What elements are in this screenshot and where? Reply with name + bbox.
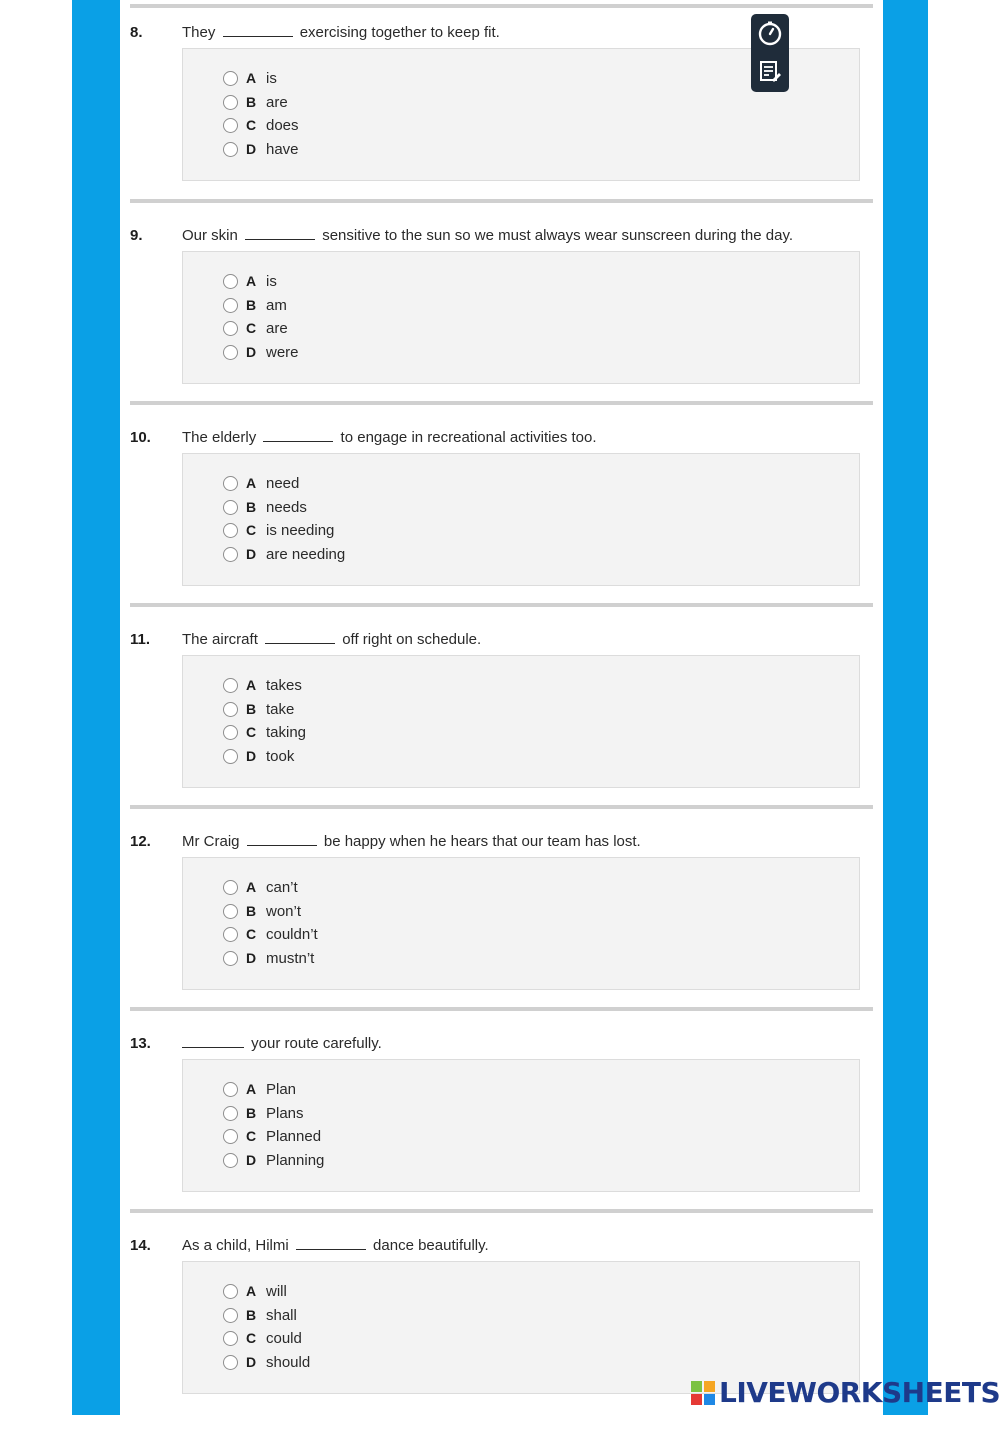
- options-box: [182, 1059, 860, 1192]
- radio-button[interactable]: [223, 1355, 238, 1370]
- option-b[interactable]: [223, 295, 287, 315]
- option-d[interactable]: [223, 139, 299, 159]
- left-border-stripe: [72, 0, 120, 1415]
- question-stem: [182, 1237, 489, 1254]
- option-letter: D: [246, 1354, 257, 1370]
- option-letter: C: [246, 926, 257, 942]
- option-text: should: [266, 1353, 311, 1371]
- divider: [130, 1209, 873, 1213]
- notes-button[interactable]: [755, 56, 785, 86]
- question-stem: [182, 631, 481, 648]
- option-letter: B: [246, 1105, 257, 1121]
- radio-button[interactable]: [223, 927, 238, 942]
- radio-button[interactable]: [223, 1153, 238, 1168]
- option-letter: D: [246, 141, 257, 157]
- radio-button[interactable]: [223, 749, 238, 764]
- option-letter: D: [246, 1152, 257, 1168]
- radio-button[interactable]: [223, 1082, 238, 1097]
- answer-blank: [263, 429, 333, 442]
- liveworksheets-logo: [690, 1380, 716, 1406]
- floating-toolbar: [751, 14, 789, 92]
- option-letter: B: [246, 701, 257, 717]
- option-text: could: [266, 1329, 302, 1347]
- liveworksheets-watermark: [690, 1376, 1000, 1409]
- answer-blank: [245, 227, 315, 240]
- radio-button[interactable]: [223, 1284, 238, 1299]
- radio-button[interactable]: [223, 1331, 238, 1346]
- option-text: is: [266, 69, 277, 87]
- option-text: will: [266, 1282, 287, 1300]
- option-text: Plan: [266, 1080, 297, 1098]
- radio-button[interactable]: [223, 880, 238, 895]
- question-number: 10.: [130, 429, 151, 446]
- option-letter: C: [246, 724, 257, 740]
- stem-after: be happy when he hears that our team has lost.: [323, 833, 641, 850]
- option-text: were: [266, 343, 299, 361]
- radio-button[interactable]: [223, 345, 238, 360]
- question-stem: [182, 1035, 382, 1052]
- option-letter: C: [246, 117, 257, 133]
- option-a[interactable]: [223, 1281, 287, 1301]
- option-c[interactable]: [223, 722, 306, 742]
- question-10: [130, 429, 875, 624]
- option-d[interactable]: [223, 746, 294, 766]
- radio-button[interactable]: [223, 1308, 238, 1323]
- radio-button[interactable]: [223, 142, 238, 157]
- option-a[interactable]: [223, 68, 277, 88]
- stem-before: The aircraft: [182, 631, 258, 648]
- radio-button[interactable]: [223, 678, 238, 693]
- option-c[interactable]: [223, 115, 299, 135]
- option-d[interactable]: [223, 1352, 310, 1372]
- question-number: 9.: [130, 227, 143, 244]
- option-b[interactable]: [223, 1305, 297, 1325]
- radio-button[interactable]: [223, 1129, 238, 1144]
- radio-button[interactable]: [223, 95, 238, 110]
- option-b[interactable]: [223, 901, 301, 921]
- stem-before: As a child, Hilmi: [182, 1237, 289, 1254]
- stem-before: They: [182, 24, 216, 41]
- option-text: are needing: [266, 545, 346, 563]
- option-letter: C: [246, 522, 257, 538]
- radio-button[interactable]: [223, 523, 238, 538]
- option-text: can’t: [266, 878, 298, 896]
- question-12: [130, 833, 875, 1028]
- option-letter: D: [246, 546, 257, 562]
- option-letter: B: [246, 1307, 257, 1323]
- option-text: needs: [266, 498, 307, 516]
- right-border-stripe: [883, 0, 928, 1415]
- question-11: [130, 631, 875, 826]
- option-letter: B: [246, 94, 257, 110]
- answer-blank: [265, 631, 335, 644]
- question-13: [130, 1035, 875, 1230]
- option-letter: B: [246, 903, 257, 919]
- notes-icon: [757, 58, 783, 84]
- stem-after: your route carefully.: [251, 1035, 382, 1052]
- option-a[interactable]: [223, 473, 299, 493]
- question-9: [130, 227, 875, 422]
- option-letter: B: [246, 297, 257, 313]
- radio-button[interactable]: [223, 904, 238, 919]
- option-text: have: [266, 140, 299, 158]
- option-letter: D: [246, 344, 257, 360]
- options-box: [182, 1261, 860, 1394]
- watermark-text: LIVEWORKSHEETS: [719, 1376, 1000, 1409]
- option-text: takes: [266, 676, 302, 694]
- option-letter: A: [246, 70, 257, 86]
- radio-button[interactable]: [223, 1106, 238, 1121]
- question-stem: [182, 833, 641, 850]
- option-d[interactable]: [223, 948, 314, 968]
- option-text: need: [266, 474, 300, 492]
- option-text: shall: [266, 1306, 297, 1324]
- option-letter: A: [246, 677, 257, 693]
- option-text: are: [266, 93, 288, 111]
- divider: [130, 1007, 873, 1011]
- answer-blank: [296, 1237, 366, 1250]
- option-text: does: [266, 116, 299, 134]
- option-text: won’t: [266, 902, 302, 920]
- option-c[interactable]: [223, 924, 318, 944]
- options-box: [182, 857, 860, 990]
- radio-button[interactable]: [223, 71, 238, 86]
- option-letter: D: [246, 748, 257, 764]
- stem-after: to engage in recreational activities too.: [340, 429, 597, 446]
- option-text: couldn’t: [266, 925, 318, 943]
- options-box: [182, 251, 860, 384]
- option-d[interactable]: [223, 1150, 324, 1170]
- option-a[interactable]: [223, 1079, 296, 1099]
- stem-before: Mr Craig: [182, 833, 240, 850]
- divider: [130, 805, 873, 809]
- option-text: Planning: [266, 1151, 325, 1169]
- option-letter: A: [246, 273, 257, 289]
- question-number: 13.: [130, 1035, 151, 1052]
- options-box: [182, 655, 860, 788]
- radio-button[interactable]: [223, 476, 238, 491]
- divider: [130, 603, 873, 607]
- option-c[interactable]: [223, 1126, 321, 1146]
- option-text: Planned: [266, 1127, 322, 1145]
- option-text: is needing: [266, 521, 335, 539]
- option-text: are: [266, 319, 288, 337]
- radio-button[interactable]: [223, 547, 238, 562]
- option-letter: C: [246, 1330, 257, 1346]
- stem-after: sensitive to the sun so we must always wear sunscreen during the day.: [322, 227, 793, 244]
- option-text: took: [266, 747, 295, 765]
- question-stem: [182, 24, 500, 41]
- question-number: 14.: [130, 1237, 151, 1254]
- option-text: take: [266, 700, 295, 718]
- answer-blank: [182, 1035, 244, 1048]
- option-text: mustn’t: [266, 949, 315, 967]
- stem-after: dance beautifully.: [373, 1237, 489, 1254]
- stem-after: exercising together to keep fit.: [299, 24, 500, 41]
- answer-blank: [247, 833, 317, 846]
- option-c[interactable]: [223, 318, 288, 338]
- question-number: 12.: [130, 833, 151, 850]
- radio-button[interactable]: [223, 725, 238, 740]
- option-b[interactable]: [223, 497, 307, 517]
- question-number: 8.: [130, 24, 143, 41]
- stem-before: Our skin: [182, 227, 238, 244]
- option-letter: A: [246, 879, 257, 895]
- option-c[interactable]: [223, 1328, 302, 1348]
- question-number: 11.: [130, 631, 151, 648]
- divider: [130, 199, 873, 203]
- option-text: am: [266, 296, 287, 314]
- timer-icon: [757, 20, 783, 46]
- radio-button[interactable]: [223, 118, 238, 133]
- answer-blank: [223, 24, 293, 37]
- radio-button[interactable]: [223, 702, 238, 717]
- option-text: Plans: [266, 1104, 304, 1122]
- divider: [130, 401, 873, 405]
- option-b[interactable]: [223, 92, 288, 112]
- radio-button[interactable]: [223, 951, 238, 966]
- radio-button[interactable]: [223, 321, 238, 336]
- option-a[interactable]: [223, 271, 277, 291]
- radio-button[interactable]: [223, 274, 238, 289]
- option-letter: B: [246, 499, 257, 515]
- option-letter: A: [246, 1081, 257, 1097]
- timer-button[interactable]: [755, 18, 785, 48]
- option-d[interactable]: [223, 544, 345, 564]
- option-letter: A: [246, 475, 257, 491]
- option-d[interactable]: [223, 342, 299, 362]
- option-letter: A: [246, 1283, 257, 1299]
- option-letter: C: [246, 320, 257, 336]
- option-c[interactable]: [223, 520, 334, 540]
- radio-button[interactable]: [223, 298, 238, 313]
- option-b[interactable]: [223, 699, 294, 719]
- question-stem: [182, 227, 793, 244]
- stem-after: off right on schedule.: [342, 631, 482, 648]
- options-box: [182, 453, 860, 586]
- radio-button[interactable]: [223, 500, 238, 515]
- option-letter: C: [246, 1128, 257, 1144]
- option-a[interactable]: [223, 877, 298, 897]
- option-text: is: [266, 272, 277, 290]
- option-letter: D: [246, 950, 257, 966]
- option-a[interactable]: [223, 675, 302, 695]
- question-stem: [182, 429, 597, 446]
- divider: [130, 4, 873, 8]
- stem-before: The elderly: [182, 429, 257, 446]
- option-text: taking: [266, 723, 307, 741]
- option-b[interactable]: [223, 1103, 304, 1123]
